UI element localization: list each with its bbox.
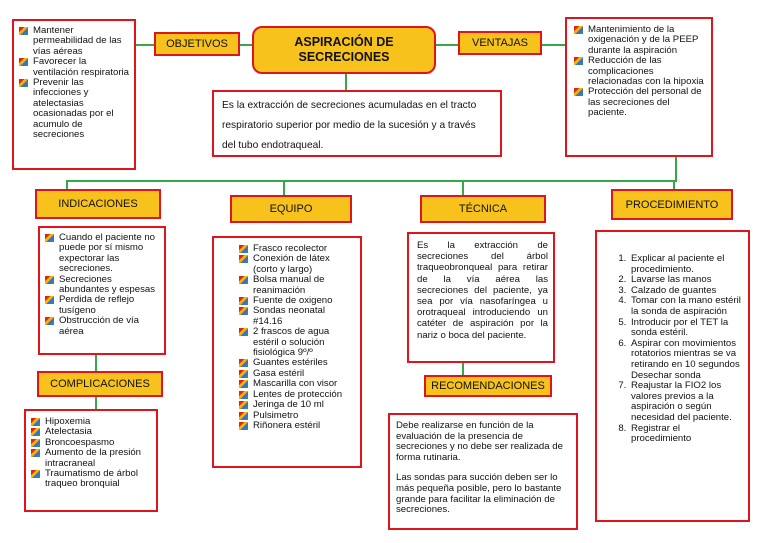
equipo-item: Guantes estériles [238, 358, 356, 368]
definition-text: Es la extracción de secreciones acumuladas en el tracto respiratorio superior por medio de la sucesión y a través del tubo endotraqueal. [222, 100, 477, 151]
recomendaciones-box [388, 413, 578, 530]
main-title [252, 26, 436, 74]
ventajas-label-text: VENTAJAS [471, 37, 529, 49]
equipo-item: Jeringa de 10 ml [238, 400, 356, 410]
tecnica-label [420, 195, 546, 223]
recomendaciones-label [424, 375, 552, 397]
indicaciones-item: Secreciones abundantes y espesas [44, 275, 160, 296]
equipo-item: Pulsimetro [238, 411, 356, 421]
complicaciones-item: Aumento de la presión intracraneal [30, 448, 152, 469]
main-title-text: ASPIRACIÓN DE SECRECIONES [294, 35, 394, 64]
ventajas-label [458, 31, 542, 55]
indicaciones-label-text: INDICACIONES [58, 198, 138, 210]
connector-ventajas-list [542, 44, 566, 46]
connector-to-ventajas-list [675, 157, 677, 182]
objetivos-box [12, 19, 136, 170]
connector-main-horizontal [66, 180, 675, 182]
procedimiento-label-text: PROCEDIMIENTO [625, 198, 719, 211]
ventajas-item: Mantenimiento de la oxigenación y de la PEEP durante la aspiración [573, 25, 705, 56]
ventajas-box [565, 17, 713, 157]
procedimiento-step: 2. Lavarse las manos [629, 275, 742, 286]
tecnica-box [407, 232, 555, 363]
connector-tecnica-recomendaciones [462, 363, 464, 375]
procedimiento-step: 6. Aspirar con movimientos rotatorios mientras se va retirando en 10 segundos Desechar sonda [629, 339, 742, 381]
connector-indicaciones-complicaciones [95, 355, 97, 371]
objetivos-label [154, 32, 240, 56]
equipo-item: Conexión de látex (corto y largo) [238, 254, 356, 275]
equipo-item: Mascarilla con visor [238, 379, 356, 389]
equipo-item: Sondas neonatal #14.16 [238, 306, 356, 327]
objetivos-item: Prevenir las infecciones y atelectasias ocasionadas por el acumulo de secreciones [18, 78, 130, 140]
procedimiento-step: 4. Tomar con la mano estéril la sonda de aspiración [629, 296, 742, 317]
tecnica-label-text: TÉCNICA [458, 203, 508, 215]
equipo-item: Lentes de protección [238, 390, 356, 400]
complicaciones-item: Hipoxemia [30, 417, 152, 427]
equipo-label [230, 195, 352, 223]
complicaciones-item: Broncoespasmo [30, 438, 152, 448]
procedimiento-step: 5. Introducir por el TET la sonda estéril. [629, 318, 742, 339]
connector-complicaciones-list [95, 397, 97, 409]
objetivos-label-text: OBJETIVOS [166, 38, 228, 50]
procedimiento-label [611, 189, 733, 220]
recomendaciones-paragraph-1: Debe realizarse en función de la evaluación de la presencia de secreciones y no debe ser realizada de forma rutinaria. [396, 420, 563, 463]
connector-to-equipo [283, 180, 285, 195]
procedimiento-step: 3. Calzado de guantes [629, 286, 742, 297]
indicaciones-item: Cuando el paciente no puede por sí mismo expectorar las secreciones. [44, 233, 160, 275]
recomendaciones-paragraph-2: Las sondas para succión deben ser lo más pequeña posible, pero lo bastante grande para facilitar la eliminación de secreciones. [396, 472, 562, 516]
equipo-item: Bolsa manual de reanimación [238, 275, 356, 296]
equipo-item: Fuente de oxigeno [238, 296, 356, 306]
tecnica-text: Es la extracción de secreciones del árbol traqueobronqueal para retirar de la vía aérea las secreciones del paciente, ya sea por vía nasofaríngea u orotraqueal introduciendo un catéter de aspiración por la nariz o boca del paciente. [417, 240, 548, 341]
procedimiento-step: 7. Reajustar la FIO2 los valores previos a la aspiración o según necesidad del paciente. [629, 381, 742, 423]
indicaciones-item: Obstrucción de vía aérea [44, 316, 160, 337]
ventajas-item: Protección del personal de las secreciones del paciente. [573, 87, 705, 118]
equipo-item: Riñonera estéril [238, 421, 356, 431]
equipo-item: 2 frascos de agua estéril o solución fisiológica 9º/º [238, 327, 356, 358]
indicaciones-box [38, 226, 166, 355]
procedimiento-box [595, 230, 750, 522]
complicaciones-box [24, 409, 158, 512]
procedimiento-step: 1. Explicar al paciente el procedimiento. [629, 254, 742, 275]
complicaciones-label-text: COMPLICACIONES [50, 378, 150, 390]
equipo-item: Frasco recolector [238, 244, 356, 254]
objetivos-item: Favorecer la ventilación respiratoria [18, 57, 130, 78]
complicaciones-item: Traumatismo de árbol traqueo bronquial [30, 469, 152, 490]
recomendaciones-label-text: RECOMENDACIONES [431, 380, 545, 392]
equipo-box [212, 236, 362, 468]
connector-to-tecnica [462, 180, 464, 195]
indicaciones-label [35, 189, 161, 219]
equipo-item: Gasa estéril [238, 369, 356, 379]
ventajas-item: Reducción de las complicaciones relacionadas con la hipoxia [573, 56, 705, 87]
connector-ventajas [434, 44, 458, 46]
complicaciones-item: Atelectasia [30, 427, 152, 437]
indicaciones-item: Perdida de reflejo tusígeno [44, 295, 160, 316]
procedimiento-step: 8. Registrar el procedimiento [629, 424, 742, 445]
equipo-label-text: EQUIPO [269, 203, 313, 215]
complicaciones-label [37, 371, 163, 397]
connector-objetivos-list [136, 44, 154, 46]
objetivos-item: Mantener permeabilidad de las vías aéreas [18, 26, 130, 57]
definition-box [212, 90, 502, 157]
